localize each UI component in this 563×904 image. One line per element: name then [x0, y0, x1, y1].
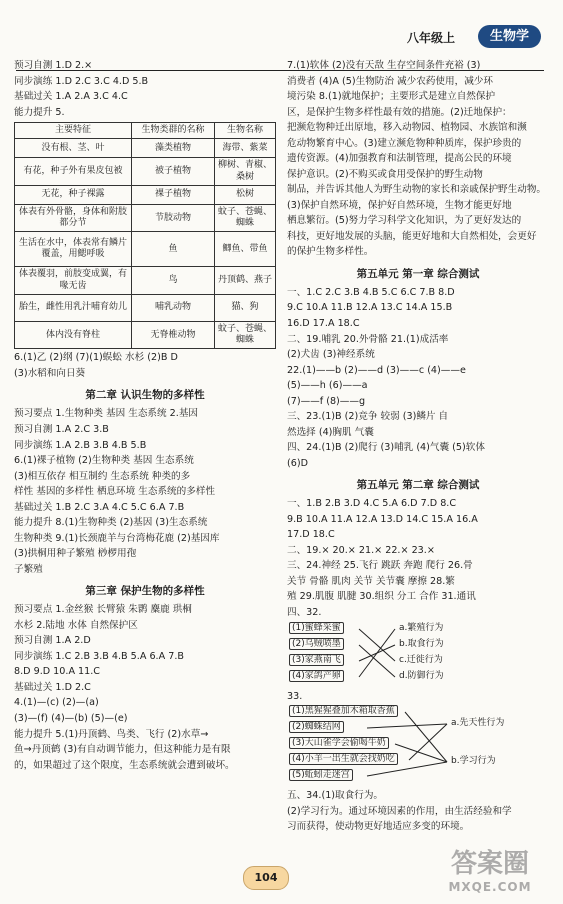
- table-header-cell: 生物名称: [215, 123, 276, 139]
- table-cell: 裸子植物: [132, 185, 215, 204]
- answer-line: 子繁殖: [14, 563, 43, 575]
- page-header: [0, 22, 563, 50]
- answer-line: 水杉 2.陆地 水体 自然保护区: [14, 619, 138, 631]
- answer-line: 四、24.(1)B (2)爬行 (3)哺乳 (4)气囊 (5)软体: [287, 442, 485, 454]
- grade-label: 八年级上: [406, 31, 455, 45]
- answer-line: 22.(1)——b (2)——d (3)——c (4)——e: [287, 364, 466, 376]
- answer-line: 能力提升 8.(1)生物种类 (2)基因 (3)生态系统: [14, 517, 208, 529]
- table-row: [15, 204, 276, 232]
- unit-heading: 第五单元 第一章 综合测试: [356, 267, 480, 280]
- table-header-row: [15, 123, 276, 139]
- protection-answers: [287, 58, 549, 260]
- answer-line: 6.(1)裸子植物 (2)生物种类 基因 生态系统: [14, 455, 194, 467]
- answer-line: 基础过关 1.D 2.C: [14, 681, 91, 693]
- question-34-answers: [287, 788, 549, 835]
- table-cell: 丹顶鹤、燕子: [215, 267, 276, 295]
- answer-line: (3)保护自然环境，保护好自然环境，生物才能更好地: [287, 199, 512, 211]
- answer-line: 预习自测 1.D 2.×: [14, 60, 93, 71]
- table-cell: 鸟: [132, 267, 215, 295]
- answer-line: 的，如果超过了这个限度，生态系统就会遭到破坏。: [14, 759, 235, 771]
- match-target: a.先天性行为: [451, 718, 505, 729]
- table-row: [15, 232, 276, 267]
- chapter-heading: 第二章 认识生物的多样性: [85, 389, 205, 402]
- answer-line: 同步演练 1.A 2.B 3.B 4.B 5.B: [14, 439, 147, 451]
- answer-line: (7)——f (8)——g: [287, 395, 366, 407]
- table-cell: 蚊子、苍蝇、蜘蛛: [215, 204, 276, 232]
- answer-line: 能力提升 5.(1)丹顶鹤、鸟类、飞行 (2)水草→: [14, 728, 209, 740]
- answer-line: (3)—(f) (4)—(b) (5)—(e): [14, 713, 128, 724]
- match-item: (3)家燕南飞: [289, 653, 344, 668]
- answer-line: 一、1.C 2.C 3.B 4.B 5.C 6.C 7.B 8.D: [287, 286, 455, 298]
- table-cell: 节肢动物: [132, 204, 215, 232]
- answer-line: 科技，更好地发展的头脑，能更好地和大自然相处，会更好: [287, 230, 537, 242]
- answer-line: 7.(1)软体 (2)没有天敌 生存空间条件充裕 (3): [287, 60, 481, 71]
- answer-line: 预习要点 1.生物种类 基因 生态系统 2.基因: [14, 408, 199, 420]
- answer-line: 16.D 17.A 18.C: [287, 317, 360, 329]
- answer-line: 殖 29.肌腹 肌腱 30.组织 分工 合作 31.通讯: [287, 591, 476, 603]
- answer-line: 基础过关 1.B 2.C 3.A 4.C 5.C 6.A 7.B: [14, 501, 185, 513]
- answer-line: 四、32.: [287, 607, 322, 618]
- match-target: a.繁殖行为: [399, 622, 444, 633]
- answer-line: 把濒危物种迁出原地，移入动物园、植物园、水族馆和濒: [287, 122, 527, 134]
- answer-line: 同步演练 1.D 2.C 3.C 4.D 5.B: [14, 75, 149, 87]
- question-number: 33.: [287, 690, 303, 702]
- table-cell: 松树: [215, 185, 276, 204]
- watermark: [430, 850, 550, 898]
- answer-line: (3)拱桐用种子繁殖 桫椤用孢: [14, 548, 137, 560]
- answer-line: 的保护生物多样性。: [287, 246, 374, 258]
- answer-line: 生物种类 9.(1)长颈鹿羊与台湾梅花鹿 (2)基因库: [14, 532, 220, 544]
- answer-line: 9.B 10.A 11.A 12.A 13.D 14.C 15.A 16.A: [287, 513, 478, 525]
- left-column: [14, 58, 276, 773]
- table-cell: 藻类植物: [132, 139, 215, 158]
- answer-line: 预习自测 1.A 2.D: [14, 635, 91, 647]
- classification-table: [14, 122, 276, 349]
- answer-line: (3)相互依存 相互制约 生态系统 种类的多: [14, 470, 191, 482]
- table-row: [15, 158, 276, 186]
- answer-line: (6)D: [287, 457, 308, 469]
- right-column: [287, 58, 549, 835]
- chapter-heading: 第三章 保护生物的多样性: [85, 585, 205, 598]
- table-cell: 无脊椎动物: [132, 321, 215, 349]
- answer-line: 遗传资源。(4)加强教育和法制管理，提高公民的环境: [287, 153, 512, 165]
- answer-line: 二、19.哺乳 20.外骨骼 21.(1)成活率: [287, 333, 449, 345]
- answer-line: 危动物繁育中心。(3)建立濒危物种种质库，保护珍贵的: [287, 137, 522, 149]
- table-row: [15, 267, 276, 295]
- table-cell: 体表覆羽，前肢变成翼，有喙无齿: [15, 267, 132, 295]
- match-target: c.迁徙行为: [399, 654, 443, 665]
- answer-line: 样性 基因的多样性 栖息环境 生态系统的多样性: [14, 486, 216, 498]
- answer-line: 一、1.B 2.B 3.D 4.C 5.A 6.D 7.D 8.C: [287, 498, 457, 510]
- answer-line: (5)——h (6)——a: [287, 380, 368, 392]
- table-cell: 无花，种子裸露: [15, 185, 132, 204]
- watermark-text: 答案圈: [450, 849, 529, 879]
- answer-line: 8.D 9.D 10.A 11.C: [14, 666, 101, 678]
- table-row: [15, 139, 276, 158]
- table-cell: 有花，种子外有果皮包被: [15, 158, 132, 186]
- table-cell: 哺乳动物: [132, 294, 215, 321]
- answer-line: 4.(1)—(c) (2)—(a): [14, 697, 99, 709]
- unit-2-answers: [287, 496, 549, 620]
- table-cell: 鲫鱼、带鱼: [215, 232, 276, 267]
- answer-line: 消费者 (4)A (5)生物防治 减少农药使用，减少环: [287, 75, 493, 87]
- answer-line: 区，是保护生物多样性最有效的措施。(2)迁地保护：: [287, 106, 512, 118]
- match-item: (3)大山雀学会偷喝牛奶: [289, 736, 389, 751]
- page-number: 104: [243, 866, 289, 890]
- answer-line: 17.D 18.C: [287, 529, 335, 541]
- answer-line: 然选择 (4)胸肌 气囊: [287, 426, 374, 438]
- answer-line: 鱼→丹顶鹤 (3)有自动调节能力，但这种能力是有限: [14, 744, 231, 756]
- table-cell: 体表有外骨骼，身体和附肢都分节: [15, 204, 132, 232]
- table-cell: 猫、狗: [215, 294, 276, 321]
- behavior-matching-32: [287, 621, 549, 689]
- behavior-matching-33: [287, 704, 549, 788]
- match-target: d.防御行为: [399, 670, 444, 681]
- unit-1-answers: [287, 285, 549, 471]
- answer-line: 三、23.(1)B (2)竞争 较弱 (3)鳞片 自: [287, 411, 449, 423]
- answer-line: 预习自测 1.A 2.C 3.B: [14, 423, 109, 435]
- match-item: (4)小羊一出生就会找奶吃: [289, 752, 398, 767]
- answer-line: 同步演练 1.C 2.B 3.B 4.B 5.A 6.A 7.B: [14, 650, 184, 662]
- table-header-cell: 生物类群的名称: [132, 123, 215, 139]
- answer-line: 9.C 10.A 11.B 12.A 13.C 14.A 15.B: [287, 302, 453, 314]
- match-item: (2)乌贼喷墨: [289, 637, 344, 652]
- match-target: b.取食行为: [399, 638, 444, 649]
- match-item: (2)蜘蛛结网: [289, 720, 344, 735]
- answer-line: (2)学习行为。通过环境因素的作用，由生活经验和学: [287, 805, 512, 817]
- answer-line: 五、34.(1)取食行为。: [287, 790, 384, 802]
- table-cell: 蚊子、苍蝇、蜘蛛: [215, 321, 276, 349]
- answer-line: 基础过关 1.A 2.A 3.C 4.C: [14, 91, 128, 103]
- table-row: [15, 294, 276, 321]
- unit-heading: 第五单元 第二章 综合测试: [356, 479, 480, 492]
- table-row: [15, 321, 276, 349]
- table-cell: 被子植物: [132, 158, 215, 186]
- chapter-3-answers: [14, 602, 276, 773]
- table-cell: 海带、紫菜: [215, 139, 276, 158]
- subject-badge: 生物学: [478, 25, 541, 48]
- answer-line: 6.(1)乙 (2)纲 (7)(1)蜈蚣 水杉 (2)B D: [14, 352, 178, 364]
- answer-line: 能力提升 5.: [14, 106, 65, 118]
- answer-line: 关节 骨骼 肌肉 关节 关节囊 摩擦 28.繁: [287, 575, 455, 587]
- match-item: (1)蜜蜂采蜜: [289, 621, 344, 636]
- match-item: (4)家鸽产卵: [289, 669, 344, 684]
- table-header-cell: 主要特征: [15, 123, 132, 139]
- answer-line: 预习要点 1.金丝猴 长臂猿 朱鹮 麋鹿 珙桐: [14, 604, 192, 616]
- chapter-2-answers: [14, 406, 276, 577]
- watermark-url: MXQE.COM: [448, 880, 532, 894]
- answer-line: 栖息繁衍。(5)努力学习科学文化知识，为了更好发达的: [287, 215, 522, 227]
- table-cell: 生活在水中，体表常有鳞片覆盖，用鳃呼吸: [15, 232, 132, 267]
- answer-line: 习而获得，使动物更好地适应多变的环境。: [287, 821, 470, 833]
- answer-line: (3)水稻和向日葵: [14, 367, 86, 379]
- answer-line: 三、24.神经 25.飞行 跳跃 奔跑 爬行 26.骨: [287, 560, 473, 572]
- match-item: (5)蚯蚓走迷宫: [289, 768, 353, 783]
- answer-line: (2)犬齿 (3)神经系统: [287, 349, 375, 361]
- answer-line: 境污染 8.(1)就地保护；主要形式是建立自然保护: [287, 91, 496, 103]
- table-cell: 鱼: [132, 232, 215, 267]
- match-target: b.学习行为: [451, 756, 496, 767]
- answer-line: 保护意识。(2)不购买或食用受保护的野生动物: [287, 168, 483, 180]
- match-item: (1)黑猩猩叠加木箱取香蕉: [289, 704, 398, 719]
- table-cell: 柳树、青椒、桑树: [215, 158, 276, 186]
- answer-line: 二、19.× 20.× 21.× 22.× 23.×: [287, 544, 435, 556]
- answer-line: 制品，并告诉其他人为野生动物的家长和亲戚保护野生动物。: [287, 184, 547, 196]
- table-cell: 体内没有脊柱: [15, 321, 132, 349]
- left-intro: [14, 58, 276, 120]
- table-cell: 没有根、茎、叶: [15, 139, 132, 158]
- table-row: [15, 185, 276, 204]
- table-cell: 胎生，雌性用乳汁哺育幼儿: [15, 294, 132, 321]
